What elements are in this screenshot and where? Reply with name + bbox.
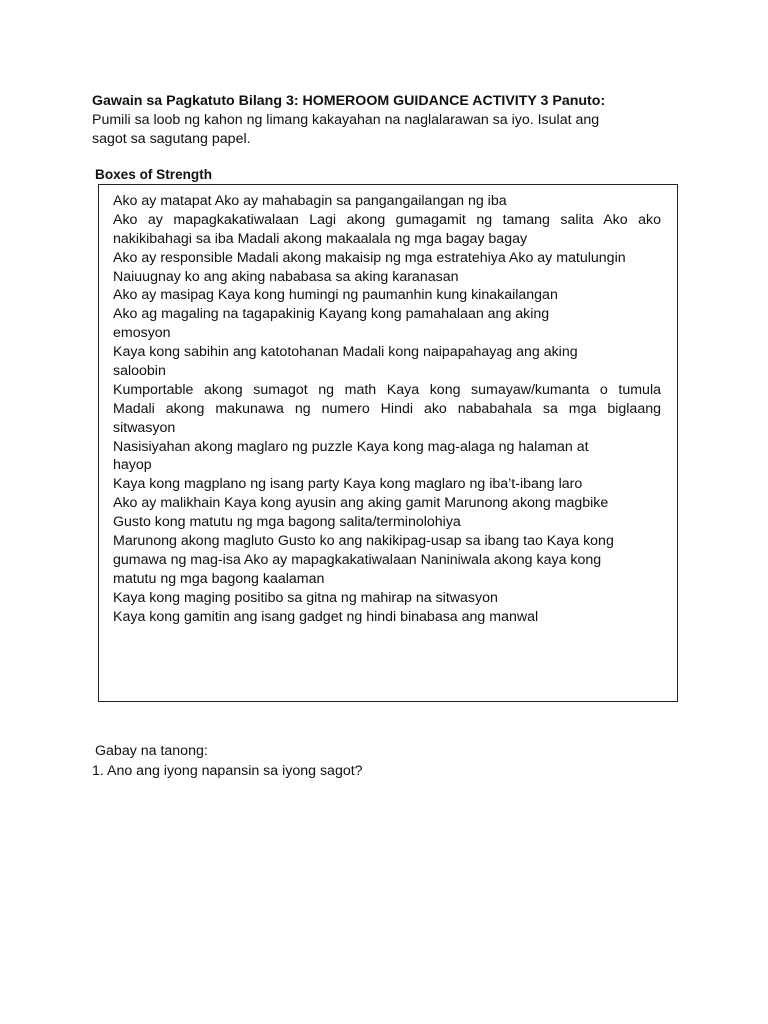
- strength-line: Kumportable akong sumagot ng math Kaya kong sumayaw/kumanta o tumula: [113, 381, 661, 398]
- strength-line: Ako ay masipag Kaya kong humingi ng paumanhin kung kinakailangan: [113, 287, 558, 304]
- strength-line: Ako ag magaling na tagapakinig Kayang kong pamahalaan ang aking: [113, 306, 550, 323]
- strength-line: hayop: [113, 457, 152, 474]
- strength-box-title: Boxes of Strength: [95, 167, 213, 182]
- strength-list: [113, 192, 661, 626]
- activity-heading: Gawain sa Pagkatuto Bilang 3: HOMEROOM GUIDANCE ACTIVITY 3 Panuto:: [92, 93, 606, 109]
- strength-line: nakikibahagi sa iba Madali akong makaalala ng mga bagay bagay: [113, 230, 528, 247]
- strength-line: Ako ay responsible Madali akong makaisip ng mga estratehiya Ako ay matulungin: [113, 249, 626, 266]
- strength-line: Gusto kong matutu ng mga bagong salita/terminolohiya: [113, 514, 461, 531]
- instructions-line-2: sagot sa sagutang papel.: [92, 131, 251, 147]
- strength-line: Naiuugnay ko ang aking nababasa sa aking karanasan: [113, 268, 459, 285]
- strength-line: Madali akong makunawa ng numero Hindi ako nababahala sa mga biglaang: [113, 400, 661, 417]
- strength-line: Kaya kong magplano ng isang party Kaya kong maglaro ng iba’t-ibang laro: [113, 476, 583, 493]
- strength-line: gumawa ng mag-isa Ako ay mapagkakatiwalaan Naniniwala akong kaya kong: [113, 551, 602, 568]
- guide-question-1: 1. Ano ang iyong napansin sa iyong sagot?: [92, 763, 363, 779]
- strength-line: Kaya kong sabihin ang katotohanan Madali kong naipapahayag ang aking: [113, 344, 578, 361]
- instructions-line-1: Pumili sa loob ng kahon ng limang kakayahan na naglalarawan sa iyo. Isulat ang: [92, 112, 600, 128]
- strength-line: emosyon: [113, 325, 171, 342]
- strength-line: Marunong akong magluto Gusto ko ang nakikipag-usap sa ibang tao Kaya kong: [113, 533, 614, 550]
- strength-line: Ako ay mapagkakatiwalaan Lagi akong gumagamit ng tamang salita Ako ako: [113, 211, 661, 228]
- strength-line: Ako ay matapat Ako ay mahabagin sa pangangailangan ng iba: [113, 193, 507, 209]
- strength-line: Kaya kong maging positibo sa gitna ng mahirap na sitwasyon: [113, 589, 498, 606]
- strength-line: saloobin: [113, 363, 166, 380]
- strength-line: Ako ay malikhain Kaya kong ayusin ang aking gamit Marunong akong magbike: [113, 495, 609, 512]
- strength-line: sitwasyon: [113, 419, 176, 436]
- strength-line: matutu ng mga bagong kaalaman: [113, 570, 325, 587]
- strength-line: Nasisiyahan akong maglaro ng puzzle Kaya kong mag-alaga ng halaman at: [113, 438, 589, 455]
- strength-line: Kaya kong gamitin ang isang gadget ng hindi binabasa ang manwal: [113, 608, 539, 625]
- guide-questions-label: Gabay na tanong:: [95, 743, 208, 759]
